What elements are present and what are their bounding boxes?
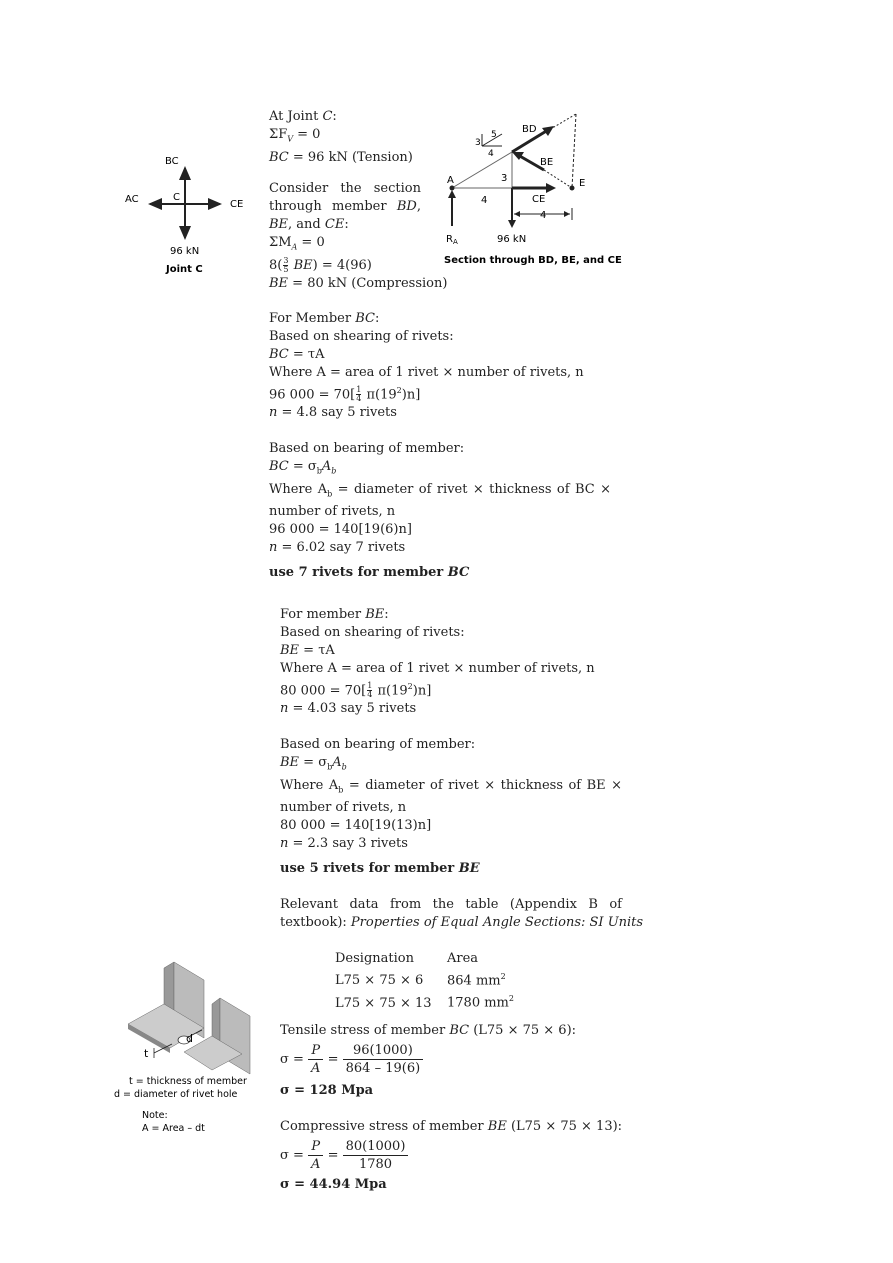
joint-c-heading: At Joint C: [269, 109, 337, 124]
bc-n2: n = 6.02 say 7 rivets [269, 540, 406, 556]
label-t: t [144, 1047, 149, 1060]
dim-right-head [564, 211, 570, 217]
note-eq: A = Area – dt [142, 1123, 205, 1134]
be-n2: n = 2.3 say 3 rivets [280, 836, 408, 852]
label-bd: BD [522, 124, 537, 135]
relevant-line2: textbook): Properties of Equal Angle Sections: SI Units [280, 915, 644, 930]
tensile-eq: σ = $\frac{P}{A}$ = $\frac{96(1000)}{864 - 19(6)}$ [280, 1042, 423, 1077]
be-where2: Where $A_b$ = diameter of rivet × thickness of BE × [280, 777, 623, 795]
bc-bear-head: Based on bearing of member: [269, 441, 465, 456]
section-diagram [438, 108, 628, 273]
be-member-block [280, 606, 595, 718]
table-header [335, 950, 514, 968]
label-a: A [447, 175, 454, 186]
note-t: t = thickness of member [129, 1076, 247, 1087]
bc-use: use 7 rivets for member BC [269, 565, 470, 580]
compressive-eq: σ = $\frac{P}{A}$ = $\frac{80(1000)}{1780}$ [280, 1138, 408, 1173]
relevant-line1: Relevant data from the table (Appendix B of [280, 897, 622, 912]
be-eq3: BE = $\sigma_bA_b$ [280, 755, 347, 772]
caption-joint-c: Joint C [166, 264, 203, 275]
label-4-left: 4 [481, 195, 488, 206]
bc-where2: Where $A_b$ = diameter of rivet × thickness of BC × [269, 481, 611, 499]
label-d: d [186, 1032, 193, 1045]
ra-arrowhead [448, 190, 456, 198]
label-load: 96 kN [170, 246, 200, 257]
angle-section-diagram [112, 960, 262, 1140]
be-bearing-block [280, 736, 622, 853]
section-line3: BE, and CE: [269, 217, 349, 232]
node-e [570, 186, 575, 191]
slope-5: 5 [491, 130, 497, 140]
relevant-block [280, 896, 644, 932]
be-where: Where A = area of 1 rivet × number of rivets, n [280, 661, 595, 676]
bc-shear-head: Based on shearing of rivets: [269, 329, 454, 344]
bc-member-block [269, 310, 584, 422]
label-c: C [173, 192, 180, 203]
bc-where2-cont: number of rivets, n [269, 504, 396, 520]
be-n1: n = 4.03 say 5 rivets [280, 701, 417, 717]
be-eq1: BE = τA [280, 643, 335, 658]
slope-4: 4 [488, 149, 494, 159]
label-ce-sec: CE [532, 194, 546, 205]
section-line2: through member BD, [269, 199, 421, 214]
sum-fv: $\Sigma F_V = 0$ [269, 127, 321, 144]
angle-table [335, 950, 514, 1013]
node-a [450, 186, 455, 191]
be-bear-head: Based on bearing of member: [280, 737, 476, 752]
label-ra: $R_A$ [446, 234, 458, 246]
bc-bearing-block [269, 440, 611, 557]
bc-eq3: BC = $\sigma_bA_b$ [269, 459, 337, 476]
be-heading: For member BE: [280, 607, 389, 622]
bc-heading: For Member BC: [269, 311, 380, 326]
label-e: E [579, 178, 586, 189]
label-ce: CE [230, 199, 244, 210]
label-load-sec: 96 kN [497, 234, 527, 245]
bc-n1: n = 4.8 say 5 rivets [269, 405, 397, 421]
label-be: BE [540, 157, 554, 168]
bc-where: Where A = area of 1 rivet × number of rivets, n [269, 365, 584, 380]
note-heading: Note: [142, 1110, 168, 1121]
be-use: use 5 rivets for member BE [280, 861, 480, 876]
be-eq2: 80 000 = 70[ $\frac{1}{4}$ $\pi(19^2)n$] [280, 681, 432, 700]
table-row: L75 × 75 × 13 1780 $mm^2$ [335, 994, 514, 1011]
compressive-head: Compressive stress of member BE (L75 × 75 × 13): [280, 1119, 623, 1134]
slope-3: 3 [475, 138, 481, 148]
bc-result: BC = 96 kN (Tension) [269, 149, 413, 165]
bc-eq4: 96 000 = 140[19(6)n] [269, 522, 412, 538]
table-row: L75 × 75 × 6 864 $mm^2$ [335, 972, 506, 989]
be-eq4: 80 000 = 140[19(13)n] [280, 818, 432, 834]
moment-eq: 8( $\frac{3}{5}$ BE) = 4(96) [269, 255, 372, 274]
joint-c-diagram [120, 150, 260, 280]
label-ac: AC [125, 194, 139, 205]
ce-arrowhead [546, 183, 556, 193]
be-where2-cont: number of rivets, n [280, 800, 407, 816]
section-line1: Consider the section [269, 181, 421, 196]
bc-eq1: BC = τA [269, 347, 325, 362]
dim-left-head [514, 211, 520, 217]
label-4-right: 4 [540, 210, 547, 221]
joint-c-block [269, 108, 413, 167]
note-d: d = diameter of rivet hole [114, 1089, 238, 1100]
header-designation: Designation [335, 951, 414, 966]
compressive-result: σ = 44.94 Mpa [280, 1177, 387, 1192]
load-arrowhead [508, 220, 516, 228]
sum-ma: $\Sigma M_A = 0$ [269, 235, 325, 252]
section-block [269, 180, 448, 293]
label-bc: BC [165, 156, 179, 167]
be-result: BE = 80 kN (Compression) [269, 275, 448, 291]
label-3: 3 [501, 173, 508, 184]
header-area: Area [447, 951, 479, 966]
tensile-result: σ = 128 Mpa [280, 1083, 374, 1098]
bc-eq2: 96 000 = 70[ $\frac{1}{4}$ $\pi(19^2)n$] [269, 385, 421, 404]
caption-section: Section through BD, BE, and CE [444, 255, 622, 266]
dotted-vertical [572, 114, 576, 188]
be-shear-head: Based on shearing of rivets: [280, 625, 465, 640]
tensile-head: Tensile stress of member BC (L75 × 75 × 6): [280, 1023, 577, 1038]
